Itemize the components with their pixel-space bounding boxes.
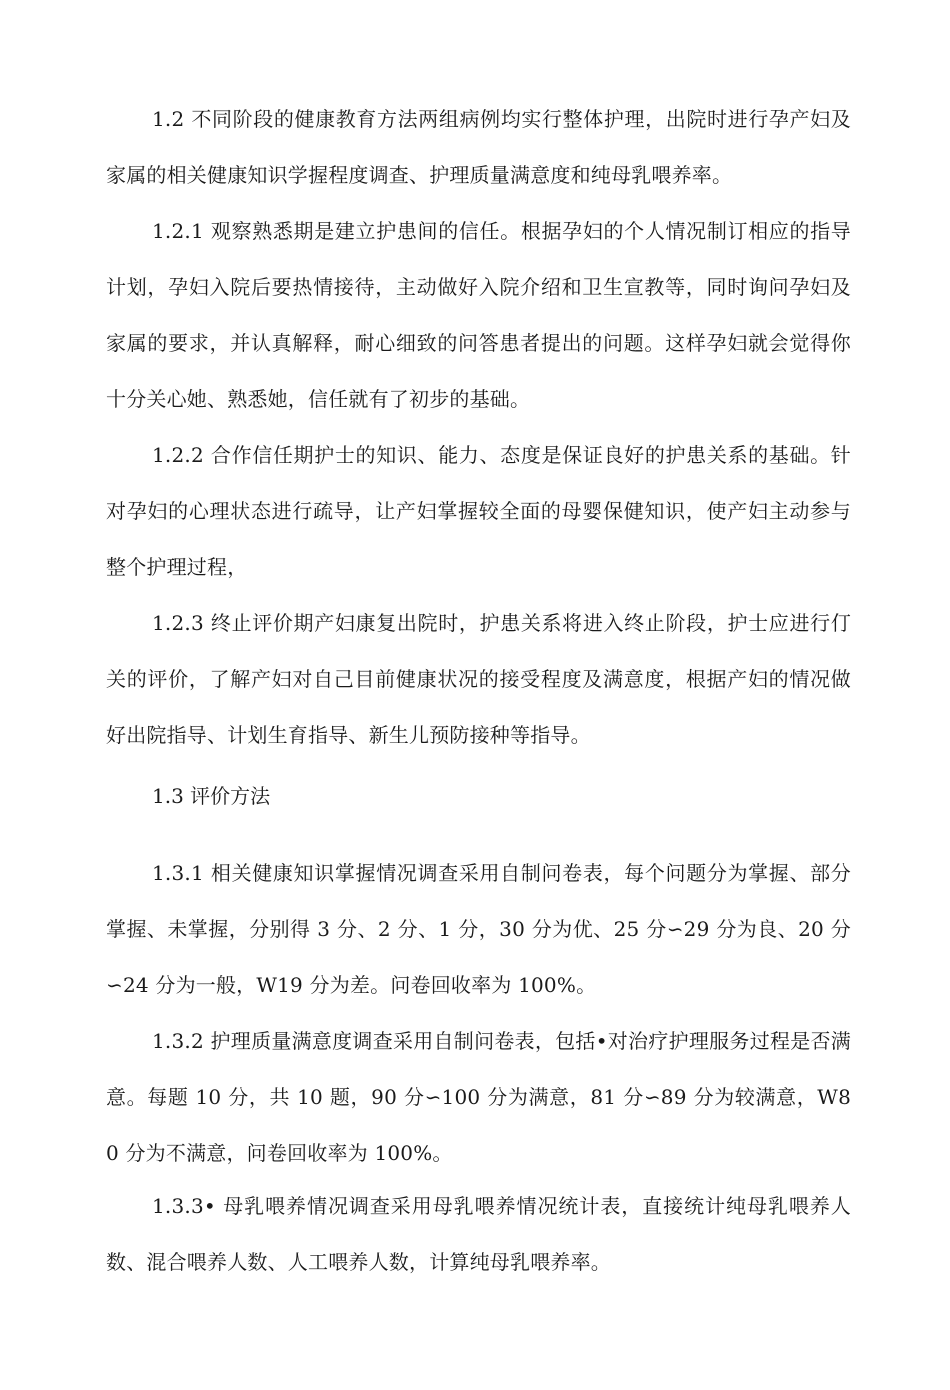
paragraph-1-2-3: 1.2.3 终止评价期产妇康复出院时，护患关系将进入终止阶段，护士应进行仃关的评价，了解产妇对自己目前健康状况的接受程度及满意度，根据产妇的情况做好出院指导、计划生育指导、新生儿预防接种等指导。 (106, 611, 851, 747)
paragraph-1-2-1: 1.2.1 观察熟悉期是建立护患间的信任。根据孕妇的个人情况制订相应的指导计划，孕妇入院后要热情接待，主动做好入院介绍和卫生宣教等，同时询问孕妇及家属的要求，并认真解释，耐心细致的问答患者提出的问题。这样孕妇就会觉得你十分关心她、熟悉她，信任就有了初步的基础。 (106, 219, 851, 411)
paragraph-1-2: 1.2 不同阶段的健康教育方法两组病例均实行整体护理，出院时进行孕产妇及家属的相关健康知识学握程度调查、护理质量满意度和纯母乳喂养率。 (106, 107, 851, 187)
paragraph-1-3-1: 1.3.1 相关健康知识掌握情况调查采用自制问卷表，每个问题分为掌握、部分掌握、未掌握，分别得 3 分、2 分、1 分，30 分为优、25 分∽29 分为良、20 分∽24 分为一般，W19 分为差。问卷回收率为 100%。 (106, 861, 851, 997)
paragraph-1-3-2: 1.3.2 护理质量满意度调查采用自制问卷表，包括•对治疗护理服务过程是否满意。每题 10 分，共 10 题，90 分∽100 分为满意，81 分∽89 分为较满意，W80 分为不满意，问卷回收率为 100%。 (106, 1029, 851, 1165)
paragraph-1-3-3: 1.3.3• 母乳喂养情况调查采用母乳喂养情况统计表，直接统计纯母乳喂养人数、混合喂养人数、人工喂养人数，计算纯母乳喂养率。 (106, 1194, 851, 1274)
paragraph-1-2-2: 1.2.2 合作信任期护士的知识、能力、态度是保证良好的护患关系的基础。针对孕妇的心理状态进行疏导，让产妇掌握较全面的母婴保健知识，使产妇主动参与整个护理过程， (106, 443, 851, 579)
section-heading-1-3: 1.3 评价方法 (152, 784, 271, 808)
